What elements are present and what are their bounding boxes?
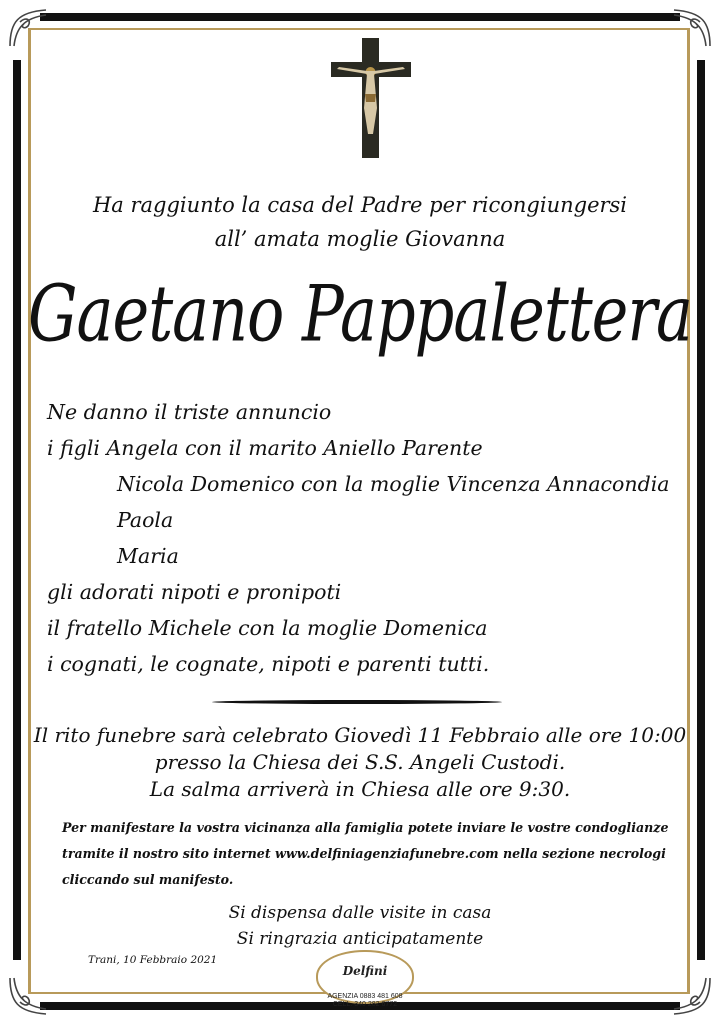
family-line-5-wrap xyxy=(47,538,179,574)
agency-logo-name: Delfini xyxy=(342,964,388,978)
agency-cell: CELL. 340 282 6772 xyxy=(332,1001,398,1008)
corner-ornament-icon xyxy=(6,974,50,1018)
frame-gold-left xyxy=(28,28,31,994)
family-line-4: Paola xyxy=(117,508,174,532)
frame-gold-top xyxy=(28,28,690,30)
note-line-1: Per manifestare la vostra vicinanza alla famiglia potete inviare le vostre condoglianze xyxy=(62,820,669,835)
divider-rule xyxy=(212,700,502,704)
rite-line-3: La salma arriverà in Chiesa alle ore 9:30. xyxy=(149,777,571,801)
family-line-5: Maria xyxy=(117,544,179,568)
corner-ornament-icon xyxy=(670,6,714,50)
deceased-name: Gaetano Pappalettera xyxy=(28,268,692,360)
family-line-4-wrap xyxy=(47,502,173,538)
family-line-1: Ne danno il triste annuncio xyxy=(47,400,332,424)
condolence-note xyxy=(62,815,682,893)
family-line-3: Nicola Domenico con la moglie Vincenza Annacondia xyxy=(117,472,670,496)
closing-block xyxy=(0,900,720,952)
agency-contact xyxy=(316,993,414,1009)
closing-line-2: Si ringrazia anticipatamente xyxy=(236,929,484,949)
rite-block xyxy=(0,722,720,803)
corner-ornament-icon xyxy=(670,974,714,1018)
crucifix-icon xyxy=(331,38,411,158)
place-date: Trani, 10 Febbraio 2021 xyxy=(88,954,218,966)
family-line-7: il fratello Michele con la moglie Domenica xyxy=(47,616,488,640)
family-line-6: gli adorati nipoti e pronipoti xyxy=(47,580,342,604)
family-line-3-wrap xyxy=(47,466,669,502)
closing-line-1: Si dispensa dalle visite in casa xyxy=(228,903,492,923)
frame-top-bar xyxy=(40,13,680,21)
intro-line-1: Ha raggiunto la casa del Padre per ricongiungersi xyxy=(92,193,628,217)
note-line-2: tramite il nostro sito internet www.delfiniagenziafunebre.com nella sezione necrologi xyxy=(62,846,666,861)
rite-line-2: presso la Chiesa dei S.S. Angeli Custodi. xyxy=(154,750,566,774)
agency-phone: AGENZIA 0883 481 608 xyxy=(327,993,403,1000)
frame-gold-right xyxy=(687,28,690,994)
corner-ornament-icon xyxy=(6,6,50,50)
family-line-8: i cognati, le cognate, nipoti e parenti tutti. xyxy=(47,652,490,676)
intro-line-2: all’ amata moglie Giovanna xyxy=(214,227,506,251)
note-line-3: cliccando sul manifesto. xyxy=(62,872,234,887)
family-line-2: i figli Angela con il marito Aniello Parente xyxy=(47,436,483,460)
rite-line-1: Il rito funebre sarà celebrato Giovedì 11 Febbraio alle ore 10:00 xyxy=(33,723,687,747)
